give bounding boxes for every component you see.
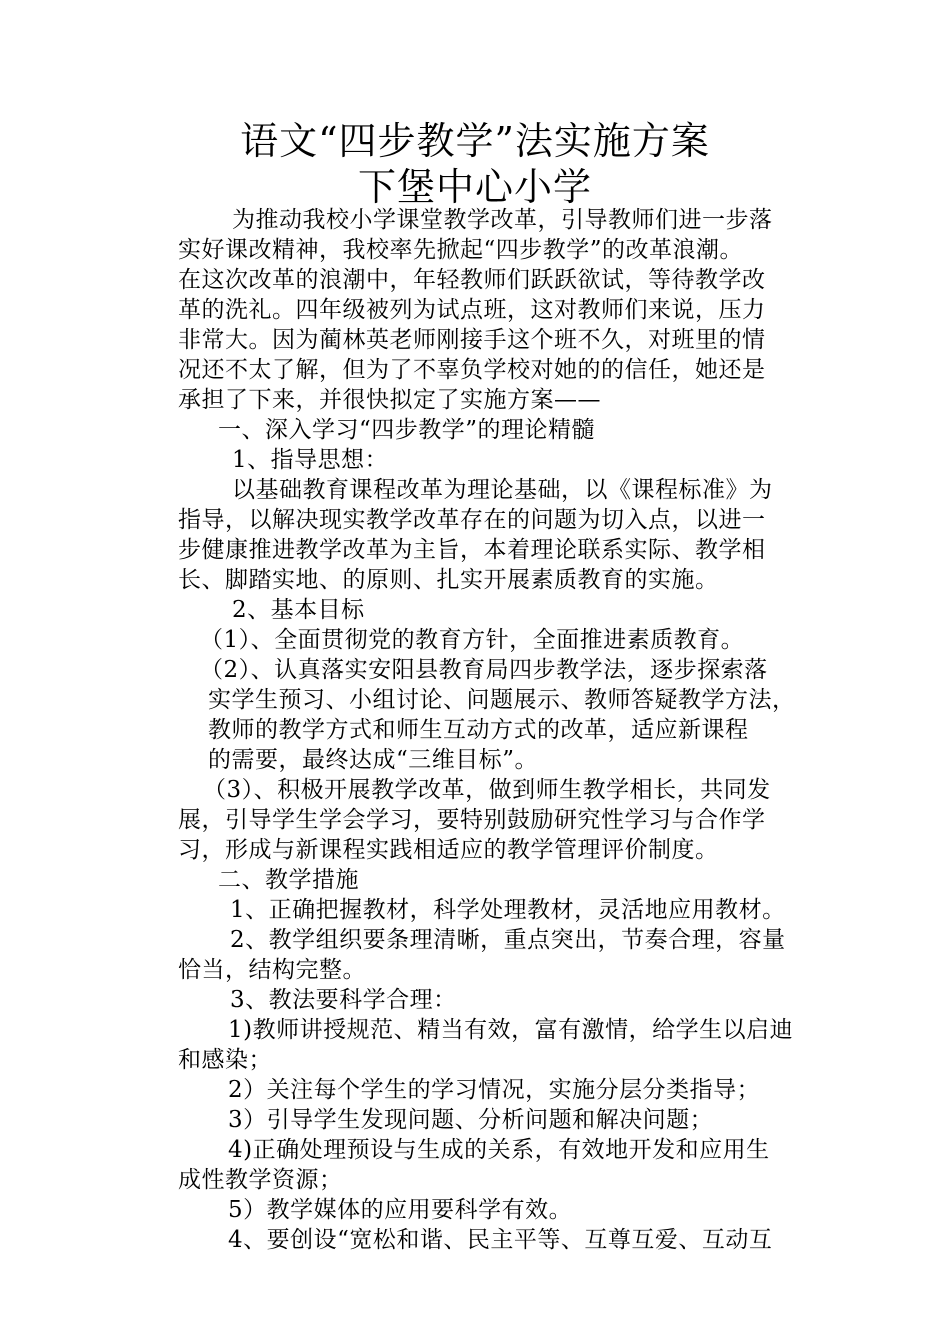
paragraph-line: 为推动我校小学课堂教学改革，引导教师们进一步落 (232, 207, 773, 233)
subsection-heading: 1、指导思想： (232, 447, 389, 473)
list-item: 5）教学媒体的应用要科学有效。 (228, 1197, 573, 1223)
paragraph-line: 革的洗礼。四年级被列为试点班，这对教师们来说，压力 (178, 297, 766, 323)
section-heading: 一、深入学习“四步教学”的理论精髓 (218, 417, 596, 443)
list-item-continuation: 教师的教学方式和师生互动方式的改革，适应新课程 (208, 717, 749, 743)
paragraph-line: 承担了下来，并很快拟定了实施方案—— (178, 387, 601, 413)
paragraph-line: 实好课改精神，我校率先掀起“四步教学”的改革浪潮。 (178, 237, 744, 263)
paragraph-line: 步健康推进教学改革为主旨，本着理论联系实际、教学相 (178, 537, 766, 563)
paragraph-line: 非常大。因为蔺林英老师刚接手这个班不久，对班里的情 (178, 327, 766, 353)
paragraph-line: 和感染； (178, 1047, 272, 1073)
school-name: 下堡中心小学 (357, 165, 592, 209)
list-item: 1、正确把握教材，科学处理教材，灵活地应用教材。 (230, 897, 786, 923)
list-item: （3）、积极开展教学改革，做到师生教学相长，共同发 (203, 777, 771, 803)
paragraph-line: 展，引导学生学会学习，要特别鼓励研究性学习与合作学 (178, 807, 766, 833)
paragraph-line: 长、脚踏实地、的原则、扎实开展素质教育的实施。 (178, 567, 719, 593)
list-item-continuation: 的需要，最终达成“三维目标”。 (208, 747, 539, 773)
section-heading: 二、教学措施 (218, 867, 359, 893)
paragraph-line: 恰当，结构完整。 (178, 957, 366, 983)
list-item: （1）、全面贯彻党的教育方针，全面推进素质教育。 (200, 627, 745, 653)
paragraph-line: 成性教学资源； (178, 1167, 343, 1193)
list-item: 3）引导学生发现问题、分析问题和解决问题； (228, 1107, 714, 1133)
paragraph-line: 以基础教育课程改革为理论基础，以《课程标准》为 (232, 477, 773, 503)
list-item: 3、教法要科学合理： (230, 987, 457, 1013)
paragraph-line: 况还不太了解，但为了不辜负学校对她的的信任，她还是 (178, 357, 766, 383)
list-item: 1)教师讲授规范、精当有效，富有激情，给学生以启迪 (228, 1017, 794, 1043)
list-item: 4、要创设“宽松和谐、民主平等、互尊互爱、互动互 (228, 1227, 773, 1253)
paragraph-line: 习，形成与新课程实践相适应的教学管理评价制度。 (178, 837, 719, 863)
subsection-heading: 2、基本目标 (232, 597, 365, 623)
document-title: 语文“四步教学”法实施方案 (240, 119, 710, 163)
list-item: 2）关注每个学生的学习情况，实施分层分类指导； (228, 1077, 761, 1103)
list-item: （2）、认真落实安阳县教育局四步教学法，逐步探索落 (200, 657, 768, 683)
paragraph-line: 在这次改革的浪潮中，年轻教师们跃跃欲试，等待教学改 (178, 267, 766, 293)
list-item: 2、教学组织要条理清晰，重点突出，节奏合理，容量 (230, 927, 786, 953)
list-item-continuation: 实学生预习、小组讨论、问题展示、教师答疑教学方法， (208, 687, 796, 713)
list-item: 4)正确处理预设与生成的关系，有效地开发和应用生 (228, 1137, 770, 1163)
paragraph-line: 指导，以解决现实教学改革存在的问题为切入点，以进一 (178, 507, 766, 533)
